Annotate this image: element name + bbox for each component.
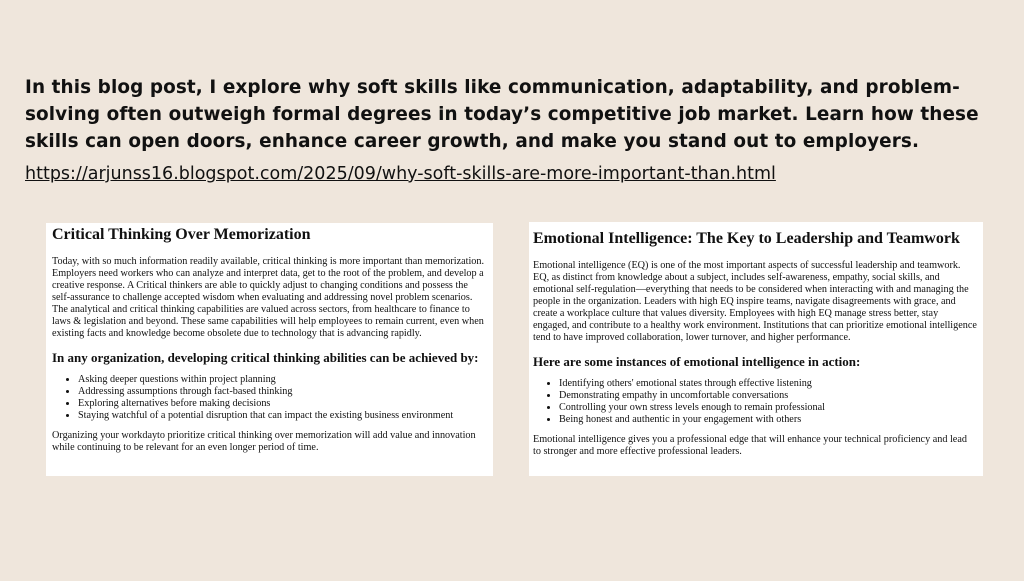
emotional-intelligence-card [529, 222, 983, 476]
list-item: • Addressing assumptions through fact-based thinking [78, 386, 485, 398]
list-item: • Staying watchful of a potential disruption that can impact the existing business environment [78, 410, 485, 422]
card-closing: Emotional intelligence gives you a professional edge that will enhance your technical proficiency and lead to stronger and more effective professional leaders. [533, 434, 967, 457]
list-item: • Asking deeper questions within project planning [78, 374, 485, 386]
list-item: • Controlling your own stress levels enough to remain professional [559, 402, 977, 414]
card-title: Critical Thinking Over Memorization [52, 226, 311, 243]
card-body: Today, with so much information readily available, critical thinking is more important than memorization. Employers need workers who can analyze and interpret data, get to the root of the problem, and develop a creative response. A Critical thinkers are able to quickly adjust to changing conditions and possess the self-assurance to challenge accepted wisdom when evaluating and addressing novel problem scenarios. The analytical and critical thinking capabilities are valued across sectors, from healthcare to finance to laws & legislation and beyond. These same capabilities will help employees to remain current, even when existing facts and knowledge become obsolete due to technology that is advancing rapidly. [52, 256, 485, 339]
card-body: Emotional intelligence (EQ) is one of the most important aspects of successful leadership and teamwork. EQ, as distinct from knowledge about a subject, includes self-awareness, empathy, social skills, and emotional self-regulation—everything that needs to be considered when interacting with and managing the people in the organization. Leaders with high EQ inspire teams, navigate disagreements with grace, and create a workplace culture that values diversity. Employees with high EQ manage stress better, stay engaged, and contribute to a healthy work environment. Institutions that can prioritize emotional intelligence tend to have improved collaboration, lower turnover, and higher performance. [533, 260, 977, 343]
blog-link[interactable]: https://arjunss16.blogspot.com/2025/09/why-soft-skills-are-more-important-than.html [25, 164, 776, 184]
critical-thinking-card [46, 223, 493, 476]
card-subheading: Here are some instances of emotional intelligence in action: [533, 354, 861, 369]
bullet-list [533, 378, 977, 426]
card-closing: Organizing your workdayto prioritize critical thinking over memorization will add value and innovation while continuing to be relevant for an even longer period of time. [52, 430, 476, 453]
card-subheading: In any organization, developing critical thinking abilities can be achieved by: [52, 350, 479, 365]
list-item: • Being honest and authentic in your engagement with others [559, 414, 977, 426]
list-item: • Identifying others' emotional states through effective listening [559, 378, 977, 390]
list-item: • Exploring alternatives before making decisions [78, 398, 485, 410]
list-item: • Demonstrating empathy in uncomfortable conversations [559, 390, 977, 402]
card-title: Emotional Intelligence: The Key to Leadership and Teamwork [533, 230, 960, 247]
bullet-list [52, 374, 485, 422]
intro-text: In this blog post, I explore why soft skills like communication, adaptability, and problem-solving often outweigh formal degrees in today’s competitive job market. Learn how these skills can open doors, enhance career growth, and make you stand out to employers. [25, 77, 979, 152]
